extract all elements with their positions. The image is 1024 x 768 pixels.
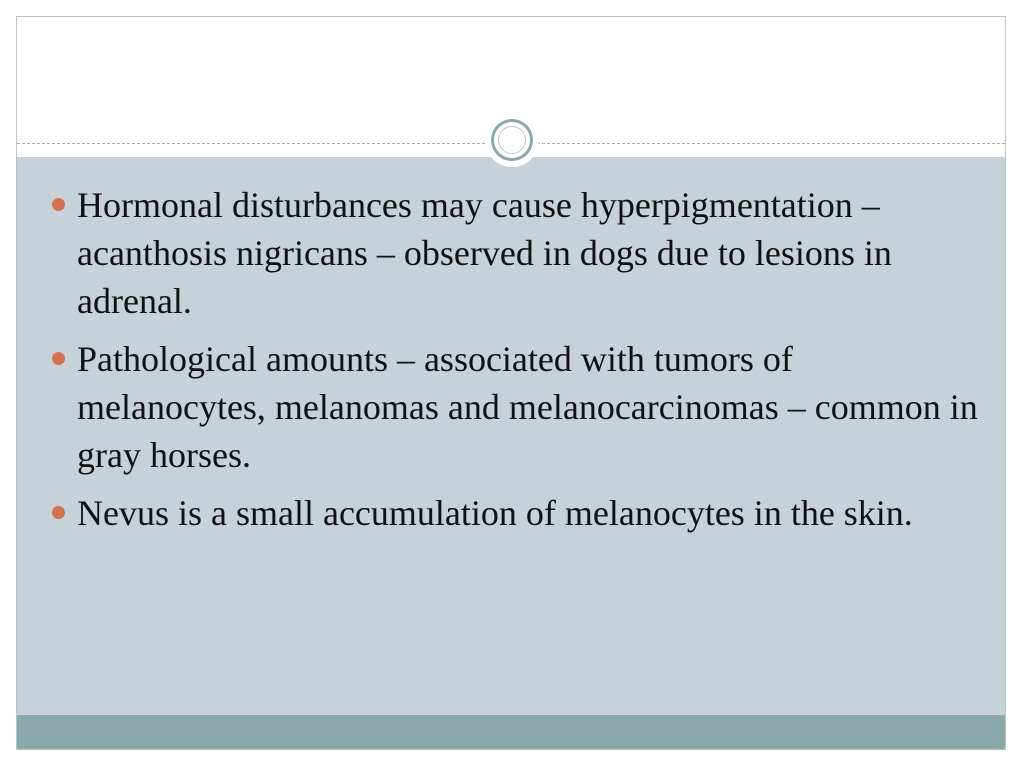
footer-band bbox=[17, 715, 1005, 749]
bullet-dot-icon bbox=[52, 352, 65, 365]
slide bbox=[16, 16, 1006, 750]
bullet-text: Nevus is a small accumulation of melanocytes in the skin. bbox=[77, 493, 913, 533]
bullet-item bbox=[47, 489, 987, 537]
bullet-dot-icon bbox=[52, 198, 65, 211]
bullet-text: Hormonal disturbances may cause hyperpigmentation – acanthosis nigricans – observed in dogs due to lesions in adrenal. bbox=[77, 185, 892, 321]
circle-ornament-icon bbox=[485, 113, 539, 167]
bullet-text: Pathological amounts – associated with tumors of melanocytes, melanomas and melanocarcinomas – common in gray horses. bbox=[77, 339, 978, 475]
bullet-item bbox=[47, 181, 987, 325]
bullet-item bbox=[47, 335, 987, 479]
ornament-inner-ring bbox=[498, 126, 526, 154]
bullet-dot-icon bbox=[52, 506, 65, 519]
ornament-ring bbox=[491, 119, 533, 161]
bullet-list bbox=[47, 181, 987, 547]
